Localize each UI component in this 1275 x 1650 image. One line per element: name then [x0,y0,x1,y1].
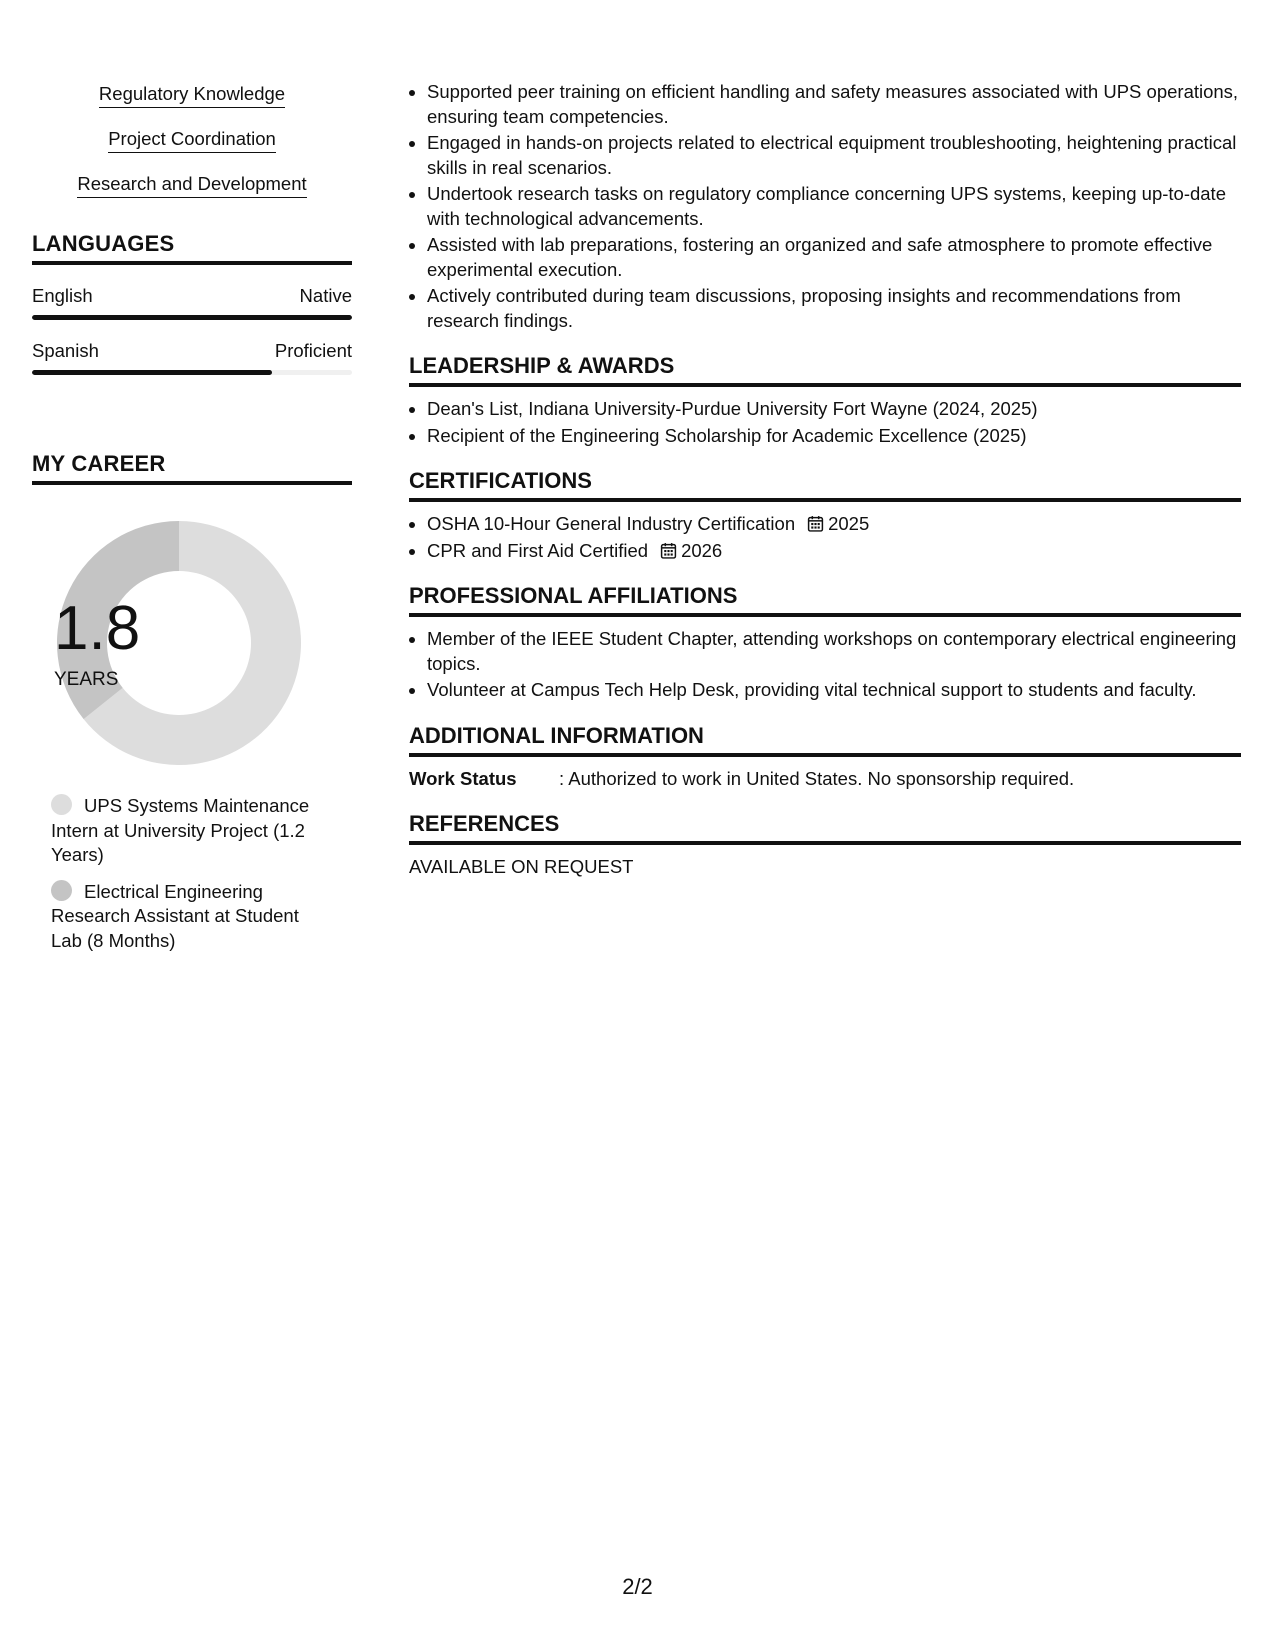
calendar-icon [807,515,824,532]
legend-label: Electrical Engineering Research Assistant at Student Lab (8 Months) [51,880,299,951]
affiliation-item: • Member of the IEEE Student Chapter, attending workshops on contemporary electrical engineering topics. [427,627,1241,676]
certification-year: 2026 [681,539,723,561]
experience-bullet: • Undertook research tasks on regulatory compliance concerning UPS systems, keeping up-to-date with technological advancements. [427,182,1241,231]
career-total-years: 1.8 [54,594,141,663]
affiliations-list [409,627,1241,703]
experience-bullet: • Actively contributed during team discussions, proposing insights and recommendations from research findings. [427,284,1241,333]
experience-bullet: • Supported peer training on efficient handling and safety measures associated with UPS operations, ensuring team competencies. [427,80,1241,129]
language-item [32,340,352,375]
references-text: AVAILABLE ON REQUEST [409,855,634,877]
left-column [32,82,352,965]
skill-label: Project Coordination [108,127,276,153]
language-name: Spanish [32,340,99,361]
skill-item [32,82,352,108]
language-proficiency-bar [32,315,352,320]
language-name: English [32,285,93,306]
calendar-icon [660,542,677,559]
certification-name: OSHA 10-Hour General Industry Certification [427,513,796,534]
work-status-label: Work Status [409,767,517,789]
language-item [32,285,352,320]
certification-item [427,539,1241,564]
certification-item [427,512,1241,537]
work-status-value: : Authorized to work in United States. No sponsorship required. [559,767,1075,789]
leadership-list [409,397,1241,448]
experience-bullet-list [409,80,1241,333]
legend-item [51,794,321,868]
certifications-list [409,512,1241,563]
languages-heading: LANGUAGES [32,231,352,265]
page-number: 2/2 [622,1574,653,1599]
leadership-item: • Recipient of the Engineering Scholarship for Academic Excellence (2025) [427,424,1241,449]
skill-item [32,127,352,153]
career-donut-chart [54,518,304,768]
career-heading: MY CAREER [32,451,352,485]
legend-label: UPS Systems Maintenance Intern at University Project (1.2 Years) [51,795,310,865]
certification-name: CPR and First Aid Certified [427,539,649,561]
affiliations-heading: PROFESSIONAL AFFILIATIONS [409,583,1241,617]
additional-info-heading: ADDITIONAL INFORMATION [409,723,1241,757]
language-proficiency-bar [32,370,352,375]
legend-swatch [51,880,72,901]
experience-bullet: • Assisted with lab preparations, fostering an organized and safe atmosphere to promote effective experimental execution. [427,233,1241,282]
language-proficiency-fill [32,370,272,375]
skill-item [32,172,352,198]
certification-year: 2025 [828,513,870,534]
legend-item [51,880,321,954]
skill-label: Research and Development [77,172,306,198]
leadership-item: • Dean's List, Indiana University-Purdue University Fort Wayne (2024, 2025) [427,397,1241,422]
career-total-unit: YEARS [54,669,119,690]
right-column [409,80,1241,879]
work-status-row [409,767,1241,791]
leadership-heading: LEADERSHIP & AWARDS [409,353,1241,387]
certifications-heading: CERTIFICATIONS [409,468,1241,502]
affiliation-item: • Volunteer at Campus Tech Help Desk, providing vital technical support to students and faculty. [427,678,1241,703]
skill-label: Regulatory Knowledge [99,82,285,108]
references-heading: REFERENCES [409,811,1241,845]
experience-bullet: • Engaged in hands-on projects related to electrical equipment troubleshooting, heightening practical skills in real scenarios. [427,131,1241,180]
career-legend [51,794,321,953]
language-level: Proficient [274,340,352,361]
language-proficiency-fill [32,315,352,320]
language-level: Native [299,285,352,306]
legend-swatch [51,794,72,815]
